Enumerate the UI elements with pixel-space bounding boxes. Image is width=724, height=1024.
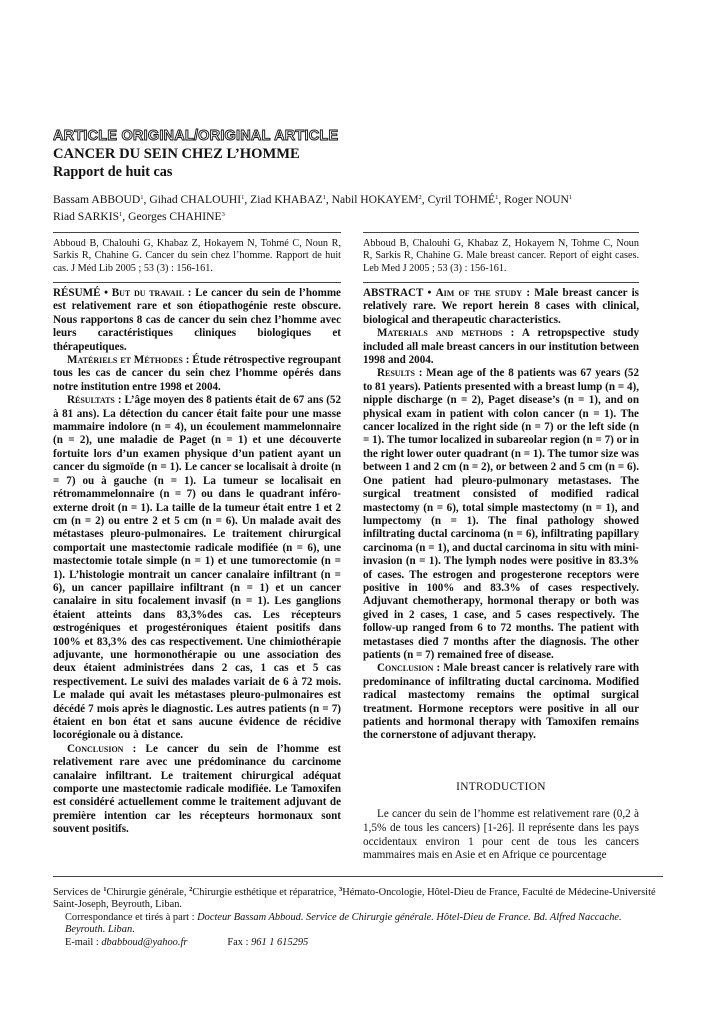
abstract-methods: Materials and methods : A retropspective study included all male breast cancers in our institution between 1998 and 2004.: [363, 327, 639, 367]
fax-number: 961 1 615295: [251, 936, 309, 948]
section-label: Matériels et Méthodes: [67, 354, 183, 367]
section-label: Conclusion: [67, 742, 124, 755]
abstract-heading: ABSTRACT: [363, 287, 424, 299]
footer-divider: [53, 876, 663, 877]
resume-conclusion: Conclusion : Le cancer du sein de l’homme est relativement rare avec une prédominance du carcinome canalaire infiltrant. Le traitement chirurgical adéquat comporte une mastectomie radicale modifiée. Le Tamoxifen est considéré actuellement comme le traitement adjuvant de première intention car les récepteurs hormonaux sont souvent positifs.: [53, 742, 341, 836]
divider: [363, 232, 639, 233]
abstract-aim: ABSTRACT • Aim of the study : Male breast cancer is relatively rare. We report herein 8 cases with clinical, biological and therapeutic characteristics.: [363, 287, 639, 326]
email-link[interactable]: dbabboud@yahoo.fr: [101, 936, 188, 948]
author: Roger NOUN$^1$: [504, 193, 573, 206]
introduction-paragraph: Le cancer du sein de l’homme est relativement rare (0,2 à 1,5% de tous les cancers) [1-26]. Il représente dans les pays occidentaux environ 1 pour cent de tous les cancers mammaires mais en Asie et en Afrique ce pourcentage: [363, 808, 639, 862]
author: Georges CHAHINE$^3$: [128, 210, 225, 223]
abstract-results: Results : Mean age of the 8 patients was 67 years (52 to 81 years). Patients presented with a breast lump (n = 4), nipple discharge (n = 2), Paget disease’s (n = 1), and on physical exam in patient with colon cancer (n = 1). The cancer localized in the right side (n = 7) or the left side (n = 1). The tumor localized in subareolar region (n = 7) or in the right lower outer quadrant (n = 1). The tumor size was between 1 and 2 cm (n = 2), or between 2 and 5 cm (n = 6). One patient had pleuro-pulmonary metastases. The surgical treatment consisted of modified radical mastectomy (n = 6), total simple mastectomy (n = 1), and lumpectomy (n = 1). The final pathology showed infiltrating ductal carcinoma (n = 6), infiltrating papillary carcinoma (n = 1), and ductal carcinoma in situ with mini-invasion (n = 1). The lymph nodes were positive in 83.3% of cases. The estrogen and progesterone receptors were positive in 100% and 83.3% of cases respectively. Adjuvant chemotherapy, hormonal therapy or both was gived in 2 cases, 1 case, and 5 cases respectively. The follow-up ranged from 6 to 72 months. The patient with metastases died 7 months after the diagnosis. The other patients (n = 7) remained free of disease.: [363, 367, 639, 661]
resume-heading: RÉSUMÉ: [53, 287, 101, 299]
contact-line: E-mail : dbabboud@yahoo.fr Fax : 961 1 615295: [65, 936, 309, 948]
citation-fr: Abboud B, Chalouhi G, Khabaz Z, Hokayem N, Tohmé C, Noun R, Sarkis R, Chahine G. Cancer du sein chez l’homme. Rapport de huit cas. J Méd Lib 2005 ; 53 (3) : 156-161.: [53, 238, 341, 274]
resume-but: RÉSUMÉ • But du travail : Le cancer du sein de l’homme est relativement rare et son étiopathogénie reste obscure. Nous rapportons 8 cas de cancer du sein chez l’homme avec leurs caractéristiques cliniques biologiques et thérapeutiques.: [53, 287, 341, 353]
affiliations: Services de $^1$Chirurgie générale, $^2$Chirurgie esthétique et réparatrice, $^3$Hémato-Oncologie, Hôtel-Dieu de France, Faculté de Médecine-Université Saint-Joseph, Beyrouth, Liban.: [53, 886, 656, 911]
correspondence: Correspondance et tirés à part : Docteur Bassam Abboud. Service de Chirurgie générale. Hôtel-Dieu de France. Bd. Alfred Naccache. Beyrouth. Liban.: [65, 911, 622, 936]
citation-en: Abboud B, Chalouhi G, Khabaz Z, Hokayem N, Tohme C, Noun R, Sarkis R, Chahine G. Male breast cancer. Report of eight cases. Leb Med J 2005 ; 53 (3) : 156-161.: [363, 238, 639, 274]
author: Riad SARKIS$^1$,: [53, 210, 129, 223]
article-title: CANCER DU SEIN CHEZ L’HOMME: [53, 146, 300, 162]
author: Gihad CHALOUHI$^1$,: [149, 193, 251, 206]
article-rubric: ARTICLE ORIGINAL/ORIGINAL ARTICLE: [53, 128, 339, 144]
divider: [363, 282, 639, 283]
author: Bassam ABBOUD$^1$,: [53, 193, 150, 206]
divider: [53, 232, 341, 233]
abstract-block: [363, 287, 639, 743]
author-list: [53, 190, 673, 224]
section-label: But du travail: [111, 287, 185, 299]
divider: [53, 282, 341, 283]
introduction-heading: INTRODUCTION: [456, 781, 546, 793]
footer-notes: [53, 884, 663, 949]
resume-resultats: Résultats : L’âge moyen des 8 patients était de 67 ans (52 à 81 ans). La détection du cancer était faite pour une masse mammaire indolore (n = 4), un écoulement mammelonnaire (n = 2), une maladie de Paget (n = 1) et une découverte fortuite lors d’un examen physique d’un patient ayant un cancer du sigmoïde (n = 1). Le cancer se localisait à droite (n = 7) ou à gauche (n = 1). La tumeur se localisait en rétromammelonnaire (n = 7) ou dans le quadrant inféro-externe droit (n = 1). La taille de la tumeur était entre 1 et 2 cm (n = 2) ou entre 2 et 5 cm (n = 6). Un malade avait des métastases pleuro-pulmonaires. Le traitement chirurgical comportait une mastectomie radicale modifiée (n = 6), une mastectomie totale simple (n = 1) et une tumorectomie (n = 1). L’histologie montrait un cancer canalaire infiltrant (n = 6), un cancer papillaire infiltrant (n = 1) et un cancer canalaire in situ focalement invasif (n = 1). Les ganglions étaient atteints dans 83,3%des cas. Les récepteurs œstrogéniques et progestéroniques étaient positifs dans 100% et 83,3% des cas respectivement. Une chimiothérapie adjuvante, une hormonothérapie ou une association des deux étaient administrées dans 2 cas, 1 cas et 5 cas respectivement. Le suivi des malades variait de 6 à 72 mois. Le malade qui avait les métastases pleuro-pulmonaires est décédé 7 mois après le diagnostic. Les autres patients (n = 7) étaient en bon état et sans aucune évidence de récidive locorégionale ou à distance.: [53, 394, 341, 742]
resume-methodes: Matériels et Méthodes : Étude rétrospective regroupant tous les cas de cancer du sein chez l’homme opérés dans notre institution entre 1998 et 2004.: [53, 354, 341, 393]
author: Nabil HOKAYEM$^2$,: [331, 193, 428, 206]
author: Ziad KHABAZ$^1$,: [250, 193, 332, 206]
section-label: Materials and methods: [377, 327, 503, 340]
section-label: Results: [377, 367, 415, 380]
section-label: Résultats: [67, 394, 115, 407]
section-label: Conclusion: [377, 662, 434, 675]
author: Cyril TOHMÉ$^1$,: [427, 193, 505, 206]
section-label: Aim of the study: [435, 287, 523, 299]
resume-block: [53, 287, 341, 837]
abstract-conclusion: Conclusion : Male breast cancer is relatively rare with predominance of infiltrating ductal carcinoma. Modified radical mastectomy remains the optimal surgical treatment. Hormone receptors were positive in all our patients and hormonal therapy with Tamoxifen remains the cornerstone of adjuvant therapy.: [363, 662, 639, 742]
article-subtitle: Rapport de huit cas: [53, 164, 173, 180]
